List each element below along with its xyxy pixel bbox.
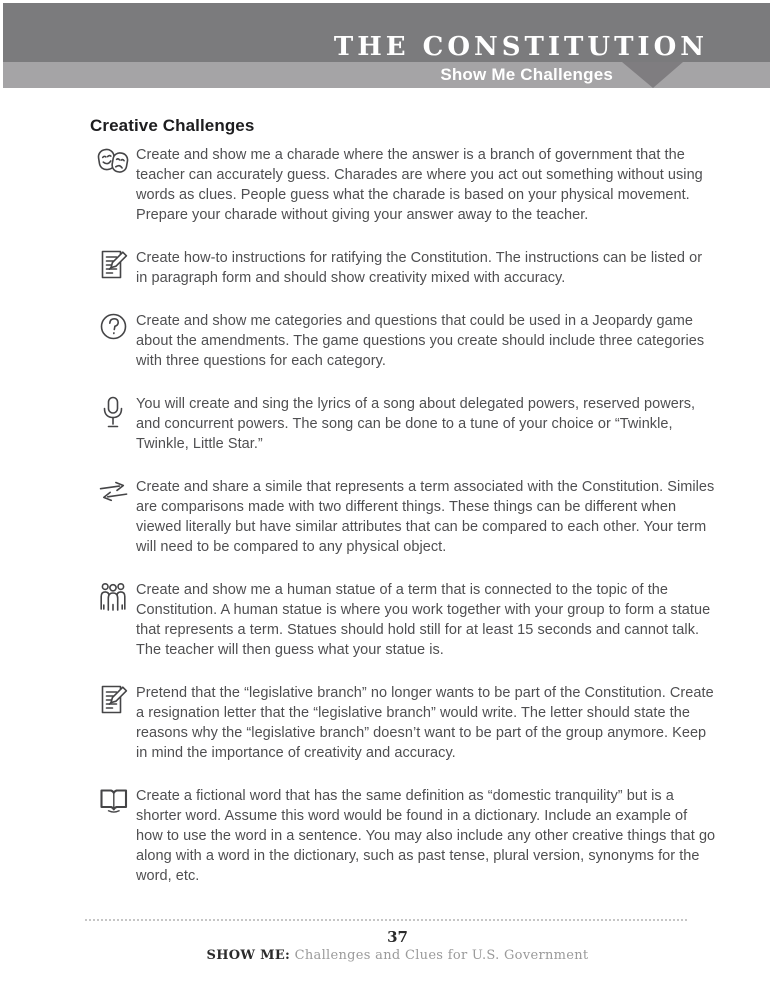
challenge-text: Create and share a simile that represents a term associated with the Constitution. Similes are comparisons made with two different things. These things can be different when viewed literally but have similar attributes that can be compared to each other. Your term will need to be compared to any physical object. xyxy=(136,479,715,555)
page-number: 37 xyxy=(387,928,408,946)
content-area xyxy=(0,88,773,909)
challenge-item xyxy=(90,580,716,660)
document-pencil-icon xyxy=(90,248,136,288)
challenge-item xyxy=(90,311,716,371)
header-band xyxy=(3,3,770,62)
challenge-text: Create how-to instructions for ratifying the Constitution. The instructions can be listed or in paragraph form and should show creativity mixed with accuracy. xyxy=(136,250,703,286)
footer-divider xyxy=(85,919,687,921)
people-group-icon xyxy=(90,580,136,660)
question-circle-icon xyxy=(90,311,136,371)
ribbon-pennant xyxy=(622,62,683,88)
challenge-item xyxy=(90,248,716,288)
challenge-text: Create a fictional word that has the same definition as “domestic tranquility” but is a shorter word. Assume this word would be found in a dictionary. Include an example of how to use the word in a sentence. You may also include any other creative things that go along with a word in the dictionary, such as past tense, plural version, synonyms for the word, etc. xyxy=(136,788,716,884)
challenge-text: You will create and sing the lyrics of a song about delegated powers, reserved powers, and concurrent powers. The song can be done to a tune of your choice or “Twinkle, Twinkle, Little Star.” xyxy=(136,396,696,452)
challenge-text: Pretend that the “legislative branch” no longer wants to be part of the Constitution. Create a resignation letter that the “legislative branch” would write. The letter should state the reasons why the “legislative branch” doesn’t want to be part of the group anymore. Keep in mind the importance of creativity and accuracy. xyxy=(136,685,714,761)
microphone-icon xyxy=(90,394,136,454)
document-pencil-icon xyxy=(90,683,136,763)
open-book-icon xyxy=(90,786,136,886)
challenge-item xyxy=(90,145,716,225)
challenge-item xyxy=(90,394,716,454)
challenge-item xyxy=(90,786,716,886)
footer-book-line xyxy=(90,948,705,963)
challenge-text: Create and show me a human statue of a term that is connected to the topic of the Constitution. A human statue is where you work together with your group to form a statue that represents a term. Statues should hold still for at least 15 seconds and cannot talk. The teacher will then guess what your statue is. xyxy=(136,582,711,658)
section-subtitle: Show Me Challenges xyxy=(440,65,613,84)
challenge-text: Create and show me a charade where the answer is a branch of government that the teacher can accurately guess. Charades are where you act out something without using words as clues. People guess what the charade is based on your physical movement. Prepare your charade without giving your answer away to the teacher. xyxy=(136,147,703,223)
book-title: THE CONSTITUTION xyxy=(333,32,708,62)
challenge-item xyxy=(90,683,716,763)
footer-series-label: SHOW ME: xyxy=(206,948,291,963)
challenge-text: Create and show me categories and questions that could be used in a Jeopardy game about the amendments. The game questions you create should include three categories with three questions for each category. xyxy=(136,313,705,369)
footer-series-title: Challenges and Clues for U.S. Government xyxy=(294,948,589,963)
compare-arrows-icon xyxy=(90,477,136,557)
page-header xyxy=(3,3,770,88)
challenge-item xyxy=(90,477,716,557)
page-heading: Creative Challenges xyxy=(90,116,255,135)
theater-masks-icon xyxy=(90,145,136,225)
